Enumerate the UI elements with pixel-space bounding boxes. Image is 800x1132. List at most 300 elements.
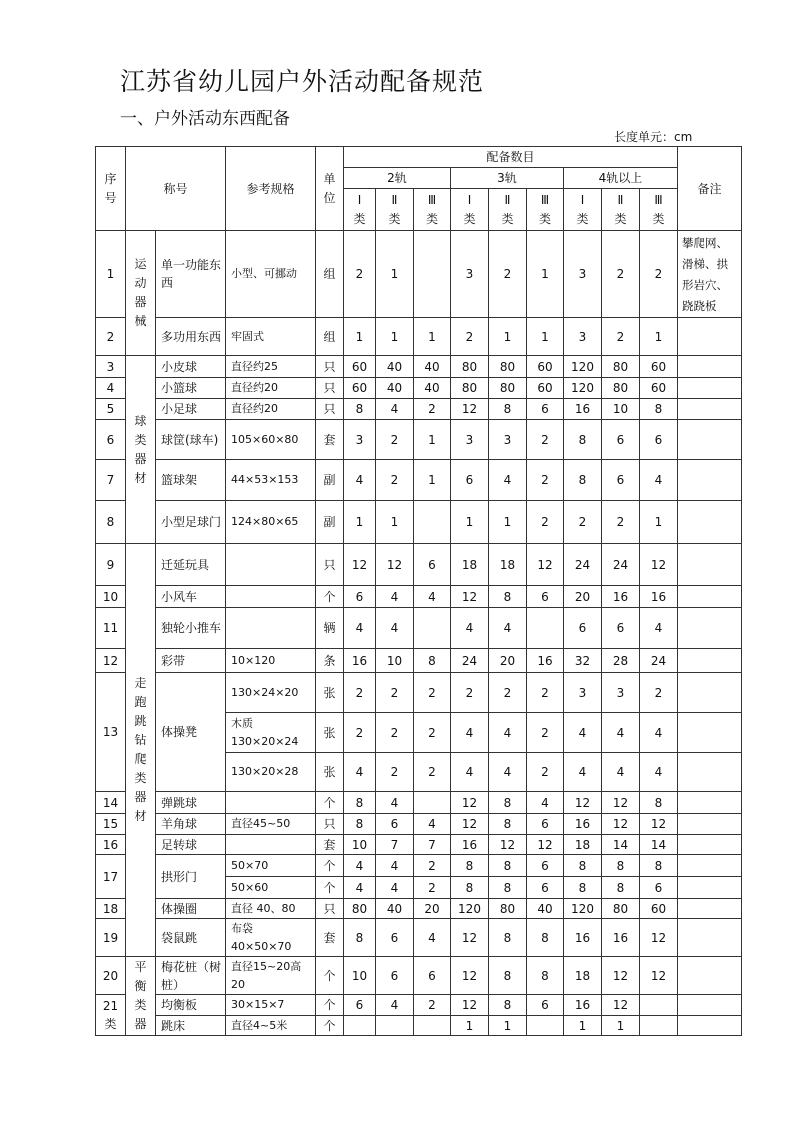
quantity-value: 4 (344, 877, 376, 899)
quantity-value: 6 (376, 919, 414, 957)
quantity-value: 6 (527, 995, 564, 1016)
quantity-value: 24 (564, 544, 602, 586)
quantity-value: 40 (376, 899, 414, 919)
row-number: 7 (96, 460, 126, 501)
quantity-value: 16 (564, 919, 602, 957)
row-note (678, 501, 742, 544)
item-unit: 只 (316, 399, 344, 420)
table-row (96, 399, 742, 420)
quantity-value: 1 (489, 501, 527, 544)
item-spec: 直径15~20高20 (226, 957, 316, 995)
quantity-value: 4 (489, 753, 527, 792)
quantity-value: 8 (602, 877, 640, 899)
quantity-value: 40 (414, 356, 451, 378)
table-row (96, 544, 742, 586)
quantity-value: 24 (640, 649, 678, 673)
header-spec: 参考规格 (226, 147, 316, 231)
quantity-value: 4 (344, 608, 376, 649)
quantity-value: 4 (414, 586, 451, 608)
row-note (678, 608, 742, 649)
quantity-value: 60 (640, 356, 678, 378)
item-name: 足转球 (156, 835, 226, 855)
row-note (678, 919, 742, 957)
quantity-value: 12 (451, 792, 489, 814)
quantity-value: 12 (564, 792, 602, 814)
quantity-value: 12 (640, 919, 678, 957)
row-note (678, 957, 742, 995)
item-name: 小足球 (156, 399, 226, 420)
quantity-value: 16 (451, 835, 489, 855)
item-spec (226, 608, 316, 649)
quantity-value: 12 (451, 919, 489, 957)
quantity-value: 3 (602, 673, 640, 713)
row-note: 攀爬网、滑梯、拱形岩穴、跷跷板 (678, 231, 742, 318)
quantity-value: 12 (451, 586, 489, 608)
quantity-value: 4 (414, 814, 451, 835)
quantity-value (376, 1016, 414, 1036)
quantity-value: 120 (564, 356, 602, 378)
quantity-value: 80 (451, 378, 489, 399)
quantity-value: 6 (602, 608, 640, 649)
item-spec: 小型、可挪动 (226, 231, 316, 318)
item-name: 体操圈 (156, 899, 226, 919)
item-name: 弹跳球 (156, 792, 226, 814)
quantity-value: 6 (451, 460, 489, 501)
row-note (678, 378, 742, 399)
quantity-value: 2 (489, 673, 527, 713)
quantity-value: 1 (527, 231, 564, 318)
quantity-value: 8 (564, 460, 602, 501)
quantity-value: 4 (602, 753, 640, 792)
quantity-value: 2 (640, 231, 678, 318)
item-unit: 个 (316, 995, 344, 1016)
quantity-value: 120 (564, 899, 602, 919)
item-unit: 张 (316, 753, 344, 792)
quantity-value: 2 (376, 713, 414, 753)
item-unit: 副 (316, 460, 344, 501)
quantity-value: 8 (489, 792, 527, 814)
row-number: 2 (96, 318, 126, 356)
quantity-value: 18 (564, 957, 602, 995)
quantity-value: 4 (602, 713, 640, 753)
row-number: 6 (96, 420, 126, 460)
quantity-value: 2 (602, 231, 640, 318)
row-number: 11 (96, 608, 126, 649)
quantity-value: 12 (451, 995, 489, 1016)
item-spec: 30×15×7 (226, 995, 316, 1016)
quantity-value: 2 (451, 673, 489, 713)
quantity-value: 16 (602, 919, 640, 957)
quantity-value: 6 (376, 957, 414, 995)
item-spec (226, 544, 316, 586)
row-number: 17 (96, 855, 126, 899)
quantity-value: 2 (602, 501, 640, 544)
table-row (96, 378, 742, 399)
quantity-value: 8 (564, 877, 602, 899)
quantity-value: 120 (564, 378, 602, 399)
row-note (678, 544, 742, 586)
quantity-value: 40 (527, 899, 564, 919)
row-note (678, 995, 742, 1016)
page-title: 江苏省幼儿园户外活动配备规范 (120, 67, 485, 96)
quantity-value: 18 (451, 544, 489, 586)
quantity-value (414, 501, 451, 544)
item-name: 袋鼠跳 (156, 919, 226, 957)
quantity-value: 80 (602, 378, 640, 399)
quantity-value: 4 (564, 713, 602, 753)
quantity-value: 2 (527, 713, 564, 753)
header-group-1: 3轨 (451, 168, 564, 189)
quantity-value: 12 (527, 544, 564, 586)
quantity-value: 4 (489, 713, 527, 753)
table-row (96, 835, 742, 855)
quantity-value: 4 (640, 713, 678, 753)
quantity-value: 80 (602, 899, 640, 919)
quantity-value: 4 (344, 460, 376, 501)
quantity-value: 6 (414, 544, 451, 586)
quantity-value (527, 1016, 564, 1036)
quantity-value (640, 1016, 678, 1036)
row-number: 19 (96, 919, 126, 957)
quantity-value: 4 (640, 460, 678, 501)
table-row (96, 995, 742, 1016)
table-row (96, 460, 742, 501)
quantity-value: 20 (414, 899, 451, 919)
quantity-value: 80 (451, 356, 489, 378)
header-class: Ⅰ 类 (451, 189, 489, 231)
item-spec: 10×120 (226, 649, 316, 673)
quantity-value: 60 (527, 356, 564, 378)
quantity-value: 8 (489, 814, 527, 835)
quantity-value: 8 (489, 855, 527, 877)
quantity-value: 8 (451, 877, 489, 899)
header-class: Ⅱ 类 (489, 189, 527, 231)
quantity-value: 6 (640, 420, 678, 460)
quantity-value: 14 (640, 835, 678, 855)
item-spec: 124×80×65 (226, 501, 316, 544)
row-number: 8 (96, 501, 126, 544)
header-seq: 序 号 (96, 147, 126, 231)
quantity-value: 28 (602, 649, 640, 673)
quantity-value: 3 (564, 231, 602, 318)
quantity-value (527, 608, 564, 649)
item-name: 拱形门 (156, 855, 226, 899)
row-number: 10 (96, 586, 126, 608)
quantity-value: 10 (344, 957, 376, 995)
category-ball: 球 类 器 材 (126, 356, 156, 544)
header-group-2: 4轨以上 (564, 168, 678, 189)
quantity-value: 80 (489, 899, 527, 919)
quantity-value: 2 (376, 460, 414, 501)
quantity-value: 6 (527, 586, 564, 608)
table-row (96, 673, 742, 713)
quantity-value: 8 (489, 995, 527, 1016)
quantity-value: 6 (602, 420, 640, 460)
category-balance: 平 衡 类 器 (126, 957, 156, 1036)
quantity-value: 6 (527, 877, 564, 899)
row-note (678, 420, 742, 460)
quantity-value: 8 (344, 792, 376, 814)
item-name: 体操凳 (156, 673, 226, 792)
quantity-value: 4 (527, 792, 564, 814)
table-row (96, 356, 742, 378)
quantity-value: 8 (414, 649, 451, 673)
quantity-value: 40 (414, 378, 451, 399)
quantity-value: 12 (489, 835, 527, 855)
quantity-value: 8 (451, 855, 489, 877)
table-row (96, 649, 742, 673)
item-unit: 张 (316, 673, 344, 713)
quantity-value: 2 (527, 460, 564, 501)
quantity-value: 2 (344, 713, 376, 753)
item-name: 小风车 (156, 586, 226, 608)
quantity-value: 2 (640, 673, 678, 713)
quantity-value: 16 (564, 995, 602, 1016)
item-unit: 只 (316, 356, 344, 378)
quantity-value: 6 (344, 586, 376, 608)
item-unit: 辆 (316, 608, 344, 649)
item-spec: 50×60 (226, 877, 316, 899)
quantity-value: 20 (489, 649, 527, 673)
header-unit: 单 位 (316, 147, 344, 231)
row-number: 4 (96, 378, 126, 399)
row-note (678, 460, 742, 501)
item-spec: 130×20×28 (226, 753, 316, 792)
quantity-value: 4 (376, 792, 414, 814)
unit-note: 长度单元：cm (614, 130, 693, 144)
quantity-value: 10 (344, 835, 376, 855)
table-row (96, 318, 742, 356)
quantity-value: 2 (414, 995, 451, 1016)
quantity-value: 60 (344, 378, 376, 399)
quantity-value: 4 (344, 753, 376, 792)
header-name: 称号 (126, 147, 226, 231)
item-spec (226, 835, 316, 855)
quantity-value: 80 (602, 356, 640, 378)
quantity-value: 60 (527, 378, 564, 399)
row-number: 14 (96, 792, 126, 814)
quantity-value: 12 (451, 399, 489, 420)
quantity-value: 80 (489, 356, 527, 378)
row-note (678, 586, 742, 608)
quantity-value: 16 (564, 399, 602, 420)
quantity-value: 1 (451, 501, 489, 544)
quantity-value (344, 1016, 376, 1036)
quantity-value: 1 (376, 501, 414, 544)
quantity-value: 10 (602, 399, 640, 420)
quantity-value: 6 (344, 995, 376, 1016)
quantity-value: 12 (602, 792, 640, 814)
item-name: 篮球架 (156, 460, 226, 501)
item-spec: 44×53×153 (226, 460, 316, 501)
quantity-value: 8 (489, 399, 527, 420)
item-name: 多功用东西 (156, 318, 226, 356)
quantity-value: 12 (640, 957, 678, 995)
quantity-value: 6 (527, 814, 564, 835)
quantity-value: 60 (640, 899, 678, 919)
row-number: 18 (96, 899, 126, 919)
quantity-value: 2 (602, 318, 640, 356)
item-unit: 副 (316, 501, 344, 544)
equipment-table (95, 146, 742, 1036)
quantity-value: 12 (376, 544, 414, 586)
quantity-value: 4 (344, 855, 376, 877)
quantity-value: 12 (344, 544, 376, 586)
quantity-value: 4 (376, 855, 414, 877)
quantity-value: 40 (376, 356, 414, 378)
item-unit: 个 (316, 957, 344, 995)
quantity-value: 4 (414, 919, 451, 957)
quantity-value: 3 (564, 673, 602, 713)
item-name: 小篮球 (156, 378, 226, 399)
quantity-value: 12 (527, 835, 564, 855)
quantity-value: 6 (527, 399, 564, 420)
item-name: 小型足球门 (156, 501, 226, 544)
item-spec: 130×24×20 (226, 673, 316, 713)
table-row (96, 231, 742, 318)
quantity-value: 8 (640, 792, 678, 814)
section-heading: 一、户外活动东西配备 (120, 109, 290, 129)
row-number: 3 (96, 356, 126, 378)
row-number: 15 (96, 814, 126, 835)
quantity-value: 120 (451, 899, 489, 919)
item-name: 梅花桩（树桩） (156, 957, 226, 995)
item-unit: 个 (316, 792, 344, 814)
quantity-value: 6 (602, 460, 640, 501)
header-group-0: 2轨 (344, 168, 451, 189)
item-spec: 布袋40×50×70 (226, 919, 316, 957)
item-spec: 直径45~50 (226, 814, 316, 835)
item-unit: 套 (316, 919, 344, 957)
quantity-value: 2 (376, 420, 414, 460)
item-spec (226, 586, 316, 608)
quantity-value: 8 (489, 919, 527, 957)
quantity-value (414, 231, 451, 318)
table-row (96, 501, 742, 544)
quantity-value: 2 (414, 713, 451, 753)
quantity-value: 3 (344, 420, 376, 460)
quantity-value: 2 (527, 753, 564, 792)
row-note (678, 792, 742, 814)
item-spec: 直径4~5米 (226, 1016, 316, 1036)
row-note (678, 318, 742, 356)
quantity-value: 1 (640, 318, 678, 356)
item-unit: 组 (316, 231, 344, 318)
item-spec: 直径约20 (226, 378, 316, 399)
item-unit: 个 (316, 1016, 344, 1036)
header-class: Ⅱ 类 (602, 189, 640, 231)
quantity-value: 14 (602, 835, 640, 855)
header-class: Ⅲ 类 (640, 189, 678, 231)
row-number: 5 (96, 399, 126, 420)
quantity-value: 2 (527, 501, 564, 544)
row-number: 16 (96, 835, 126, 855)
quantity-value: 2 (414, 855, 451, 877)
quantity-value: 8 (640, 855, 678, 877)
quantity-value: 2 (344, 231, 376, 318)
item-unit: 条 (316, 649, 344, 673)
quantity-value: 4 (489, 460, 527, 501)
quantity-value: 1 (451, 1016, 489, 1036)
quantity-value: 8 (489, 957, 527, 995)
quantity-value: 2 (344, 673, 376, 713)
quantity-value: 4 (640, 608, 678, 649)
item-unit: 只 (316, 814, 344, 835)
row-note (678, 673, 742, 713)
item-unit: 只 (316, 544, 344, 586)
quantity-value: 3 (451, 420, 489, 460)
row-note (678, 753, 742, 792)
quantity-value: 24 (451, 649, 489, 673)
quantity-value: 8 (489, 877, 527, 899)
quantity-value: 16 (602, 586, 640, 608)
quantity-value (640, 995, 678, 1016)
row-number: 9 (96, 544, 126, 586)
quantity-value: 2 (451, 318, 489, 356)
item-unit: 只 (316, 899, 344, 919)
table-row (96, 814, 742, 835)
row-note (678, 899, 742, 919)
row-note (678, 855, 742, 877)
quantity-value: 12 (640, 544, 678, 586)
item-spec: 50×70 (226, 855, 316, 877)
quantity-value: 4 (376, 877, 414, 899)
quantity-value: 80 (489, 378, 527, 399)
quantity-value: 80 (344, 899, 376, 919)
quantity-value: 6 (414, 957, 451, 995)
item-spec: 直径约20 (226, 399, 316, 420)
quantity-value: 4 (376, 608, 414, 649)
quantity-value (414, 792, 451, 814)
table-row (96, 586, 742, 608)
item-name: 跳床 (156, 1016, 226, 1036)
quantity-value: 2 (527, 420, 564, 460)
quantity-value: 40 (376, 378, 414, 399)
quantity-value: 4 (376, 995, 414, 1016)
table-row (96, 919, 742, 957)
item-unit: 个 (316, 855, 344, 877)
header-class: Ⅱ 类 (376, 189, 414, 231)
row-note (678, 835, 742, 855)
quantity-value: 8 (344, 919, 376, 957)
quantity-value: 4 (489, 608, 527, 649)
quantity-value: 8 (640, 399, 678, 420)
quantity-value: 12 (451, 814, 489, 835)
table-row (96, 792, 742, 814)
quantity-value: 1 (640, 501, 678, 544)
table-row (96, 147, 742, 168)
header-config: 配备数目 (344, 147, 678, 168)
quantity-value: 2 (564, 501, 602, 544)
quantity-value: 2 (414, 877, 451, 899)
row-number: 13 (96, 673, 126, 792)
table-row (96, 899, 742, 919)
row-number: 20 (96, 957, 126, 995)
header-class: Ⅰ 类 (344, 189, 376, 231)
quantity-value: 16 (344, 649, 376, 673)
table-row (96, 420, 742, 460)
quantity-value: 4 (376, 586, 414, 608)
quantity-value (414, 1016, 451, 1036)
category-sports: 运 动 器 械 (126, 231, 156, 356)
item-spec: 105×60×80 (226, 420, 316, 460)
table-row (96, 855, 742, 877)
quantity-value: 1 (564, 1016, 602, 1036)
header-class: Ⅲ 类 (527, 189, 564, 231)
quantity-value: 12 (451, 957, 489, 995)
quantity-value (414, 608, 451, 649)
quantity-value: 8 (564, 855, 602, 877)
